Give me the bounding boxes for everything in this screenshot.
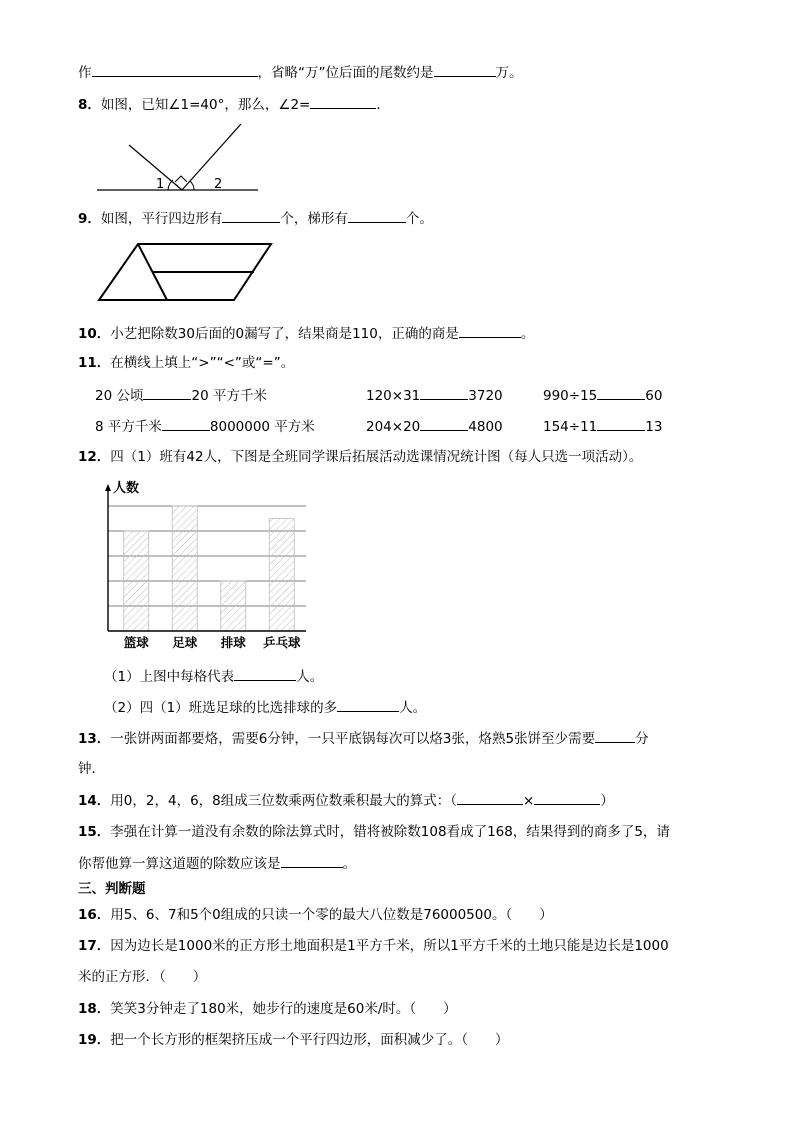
q13-blank[interactable] <box>595 729 635 743</box>
q11-item-4-right: 8000000 平方米 <box>209 419 315 435</box>
q9-text-2: 个，梯形有 <box>280 211 348 227</box>
q17-number: 17． <box>78 938 111 954</box>
q12-sub2-text: （2）四（1）班选足球的比选排球的多 <box>104 700 338 716</box>
q17-line-2 <box>78 968 206 986</box>
q18-line <box>78 1000 457 1018</box>
q12-line <box>78 448 642 466</box>
chart-bar-1 <box>124 531 149 631</box>
q11-item-5-right: 4800 <box>468 419 503 435</box>
q11-item-2-left: 120×31 <box>366 388 421 404</box>
q8-blank[interactable] <box>310 95 376 109</box>
q9-text-1: 如图，平行四边形有 <box>100 211 223 227</box>
q14-line <box>78 791 614 810</box>
q11-item-4-blank[interactable] <box>162 417 210 431</box>
q8-angle-arc-2 <box>190 181 194 190</box>
q11-item-4 <box>95 417 315 436</box>
q15-number: 15． <box>78 824 111 840</box>
q11-item-5-blank[interactable] <box>420 417 468 431</box>
q12-sub1-text: （1）上图中每格代表 <box>104 669 235 685</box>
q11-item-2 <box>366 386 503 405</box>
q16-text: 用5、6、7和5个0组成的只读一个零的最大八位数是76000500。（ ） <box>110 907 553 923</box>
q7-blank-1[interactable] <box>92 63 258 77</box>
q12-sub2-end: 人。 <box>399 700 427 716</box>
q11-item-5-left: 204×20 <box>366 419 421 435</box>
q14-blank-2[interactable] <box>534 791 600 805</box>
q8-end: ． <box>376 97 390 113</box>
q17-line <box>78 937 669 955</box>
q13-line2-text: 钟． <box>78 761 105 777</box>
q10-text: 小艺把除数30后面的0漏写了，结果商是110，正确的商是 <box>110 326 459 342</box>
q15-end: 。 <box>342 856 356 872</box>
q10-blank[interactable] <box>459 324 521 338</box>
q17-text: 因为边长是1000米的正方形土地面积是1平方千米，所以1平方千米的土地只能是边长是1000 <box>110 938 669 954</box>
q18-number: 18． <box>78 1001 111 1017</box>
q8-label-2: 2 <box>214 177 223 192</box>
q9-text-3: 个。 <box>405 211 433 227</box>
q11-line <box>78 354 294 372</box>
q14-blank-1[interactable] <box>457 791 523 805</box>
q13-text: 一张饼两面都要烙，需要6分钟，一只平底锅每次可以烙3张，烙熟5张饼至少需要 <box>110 731 596 747</box>
q7-text-2: ，省略“万”位后面的尾数约是 <box>257 65 434 81</box>
chart-bar-3 <box>221 581 246 631</box>
q12-bar-chart <box>90 475 330 653</box>
q9-number: 9． <box>78 211 101 227</box>
q10-line <box>78 324 534 343</box>
chart-bar-4 <box>269 519 294 632</box>
q15-line2-text: 你帮他算一算这道题的除数应该是 <box>78 856 281 872</box>
q12-text: 四（1）班有42人，下图是全班同学课后拓展活动选课情况统计图（每人只选一项活动）。 <box>110 449 643 465</box>
q11-item-6-right: 13 <box>645 419 663 435</box>
q11-item-4-left: 8 平方千米 <box>95 419 162 435</box>
q11-item-6-blank[interactable] <box>597 417 645 431</box>
chart-bar-2 <box>172 506 197 631</box>
q9-line <box>78 209 433 228</box>
q19-line <box>78 1031 509 1049</box>
q11-item-5 <box>366 417 503 436</box>
chart-y-axis-label: 人数 <box>113 481 140 496</box>
q11-text: 在横线上填上“>”“<”或“=”。 <box>110 355 295 371</box>
q11-item-3-left: 990÷15 <box>543 388 598 404</box>
q14-text: 用0，2，4，6，8组成三位数乘两位数乘积最大的算式：（ <box>110 793 457 809</box>
chart-category-label-2: 足球 <box>172 635 198 650</box>
q7-text-3: 万。 <box>495 65 523 81</box>
q11-item-3-right: 60 <box>645 388 663 404</box>
q11-item-1-blank[interactable] <box>143 386 191 400</box>
q11-number: 11． <box>78 355 111 371</box>
q12-sub1-line <box>104 667 323 686</box>
q14-end: ） <box>600 793 614 809</box>
q8-right-ray <box>182 124 241 190</box>
q9-blank-2[interactable] <box>348 209 406 223</box>
q11-item-6 <box>543 417 662 436</box>
section-3-title: 三、判断题 <box>78 881 146 897</box>
chart-category-label-3: 排球 <box>220 635 246 650</box>
q9-parallelogram-figure <box>95 240 275 305</box>
q15-text: 李强在计算一道没有余数的除法算式时，错将被除数108看成了168，结果得到的商多了5，请 <box>110 824 670 840</box>
q8-right-angle-mark <box>175 176 187 182</box>
q12-sub1-blank[interactable] <box>234 667 296 681</box>
q12-number: 12． <box>78 449 111 465</box>
q17-line2-text: 米的正方形．（ ） <box>78 969 207 985</box>
q7-line <box>78 63 523 82</box>
q14-times: × <box>523 793 535 809</box>
q8-number: 8． <box>78 97 101 113</box>
q16-line <box>78 906 553 924</box>
q13-end: 分 <box>635 731 649 747</box>
q13-line-2 <box>78 760 105 778</box>
q11-item-2-blank[interactable] <box>420 386 468 400</box>
q11-item-3-blank[interactable] <box>597 386 645 400</box>
q16-number: 16． <box>78 907 111 923</box>
chart-category-label-4: 乒乓球 <box>262 635 301 650</box>
q7-blank-2[interactable] <box>434 63 496 77</box>
q11-item-1 <box>95 386 267 405</box>
q13-line <box>78 729 649 748</box>
chart-category-label-1: 篮球 <box>123 635 149 650</box>
q7-text-1: 作 <box>78 65 92 81</box>
q11-item-3 <box>543 386 662 405</box>
q19-number: 19． <box>78 1032 111 1048</box>
q8-text: 如图，已知∠1=40°，那么，∠2= <box>100 97 311 113</box>
q8-angle-figure <box>95 120 265 198</box>
q11-item-2-right: 3720 <box>468 388 503 404</box>
q12-sub2-line <box>104 698 426 717</box>
q14-number: 14． <box>78 793 111 809</box>
q19-text: 把一个长方形的框架挤压成一个平行四边形，面积减少了。（ ） <box>110 1032 509 1048</box>
q13-number: 13． <box>78 731 111 747</box>
q11-item-6-left: 154÷11 <box>543 419 598 435</box>
q15-line-2 <box>78 854 356 873</box>
q15-line <box>78 823 670 841</box>
q12-sub1-end: 人。 <box>296 669 324 685</box>
q11-item-1-right: 20 平方千米 <box>191 388 267 404</box>
q12-sub2-blank[interactable] <box>337 698 399 712</box>
q18-text: 笑笑3分钟走了180米，她步行的速度是60米/时。（ ） <box>110 1001 457 1017</box>
q8-line <box>78 95 390 114</box>
chart-y-axis-arrow <box>105 484 111 491</box>
q10-number: 10． <box>78 326 111 342</box>
q8-label-1: 1 <box>156 177 165 192</box>
q10-end: 。 <box>520 326 535 342</box>
q11-item-1-left: 20 公顷 <box>95 388 144 404</box>
q15-blank[interactable] <box>281 854 343 868</box>
q9-blank-1[interactable] <box>222 209 280 223</box>
